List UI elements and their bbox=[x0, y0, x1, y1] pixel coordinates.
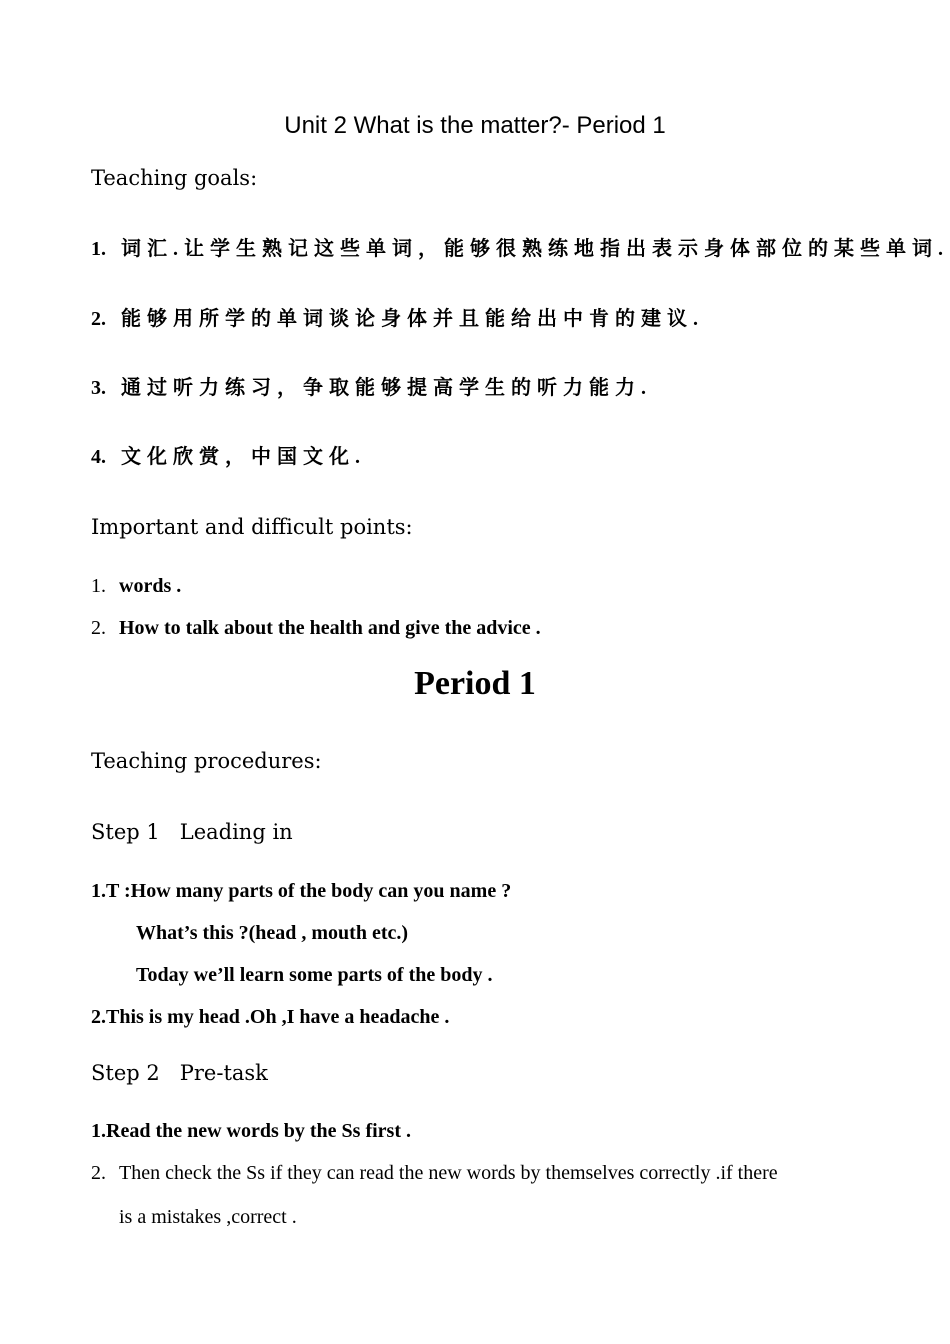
point-text: How to talk about the health and give the advice . bbox=[119, 617, 541, 639]
step2-item-2-line-2: is a mistakes ,correct . bbox=[119, 1206, 297, 1228]
step2-item-2-number: 2. bbox=[91, 1162, 106, 1184]
goal-text: 文化欣赏，中国文化. bbox=[121, 446, 366, 468]
step1-line-3: Today we’ll learn some parts of the body . bbox=[136, 964, 493, 986]
step1-line-4: 2.This is my head .Oh ,I have a headache . bbox=[91, 1006, 450, 1028]
point-number: 1. bbox=[91, 575, 106, 597]
goal-text: 词汇.让学生熟记这些单词，能够很熟练地指出表示身体部位的某些单词. bbox=[121, 238, 949, 260]
point-item-2 bbox=[91, 614, 541, 642]
step2-item-2-line-1: Then check the Ss if they can read the new words by themselves correctly .if there bbox=[119, 1162, 778, 1184]
point-item-1 bbox=[91, 572, 181, 600]
goal-item-2 bbox=[91, 305, 704, 333]
teaching-goals-heading: Teaching goals: bbox=[91, 166, 258, 190]
goal-number: 4. bbox=[91, 446, 106, 468]
goal-number: 2. bbox=[91, 308, 106, 330]
goal-number: 1. bbox=[91, 238, 106, 260]
goal-text: 通过听力练习，争取能够提高学生的听力能力. bbox=[121, 377, 652, 399]
step2-heading: Step 2 Pre-task bbox=[91, 1061, 268, 1085]
goal-item-1 bbox=[91, 235, 949, 263]
point-number: 2. bbox=[91, 617, 106, 639]
step1-heading: Step 1 Leading in bbox=[91, 820, 293, 844]
step1-line-2: What’s this ?(head , mouth etc.) bbox=[136, 922, 409, 944]
document-title: Unit 2 What is the matter?- Period 1 bbox=[284, 112, 666, 139]
point-text: words . bbox=[119, 575, 182, 597]
goal-text: 能够用所学的单词谈论身体并且能给出中肯的建议. bbox=[121, 308, 704, 330]
goal-item-3 bbox=[91, 374, 652, 402]
procedures-heading: Teaching procedures: bbox=[91, 749, 322, 773]
step2-line-1: 1.Read the new words by the Ss first . bbox=[91, 1120, 411, 1142]
goal-number: 3. bbox=[91, 377, 106, 399]
goal-item-4 bbox=[91, 443, 366, 471]
points-heading: Important and difficult points: bbox=[91, 515, 413, 539]
step1-line-1: 1.T :How many parts of the body can you name ? bbox=[91, 880, 512, 902]
period-heading: Period 1 bbox=[414, 665, 536, 702]
